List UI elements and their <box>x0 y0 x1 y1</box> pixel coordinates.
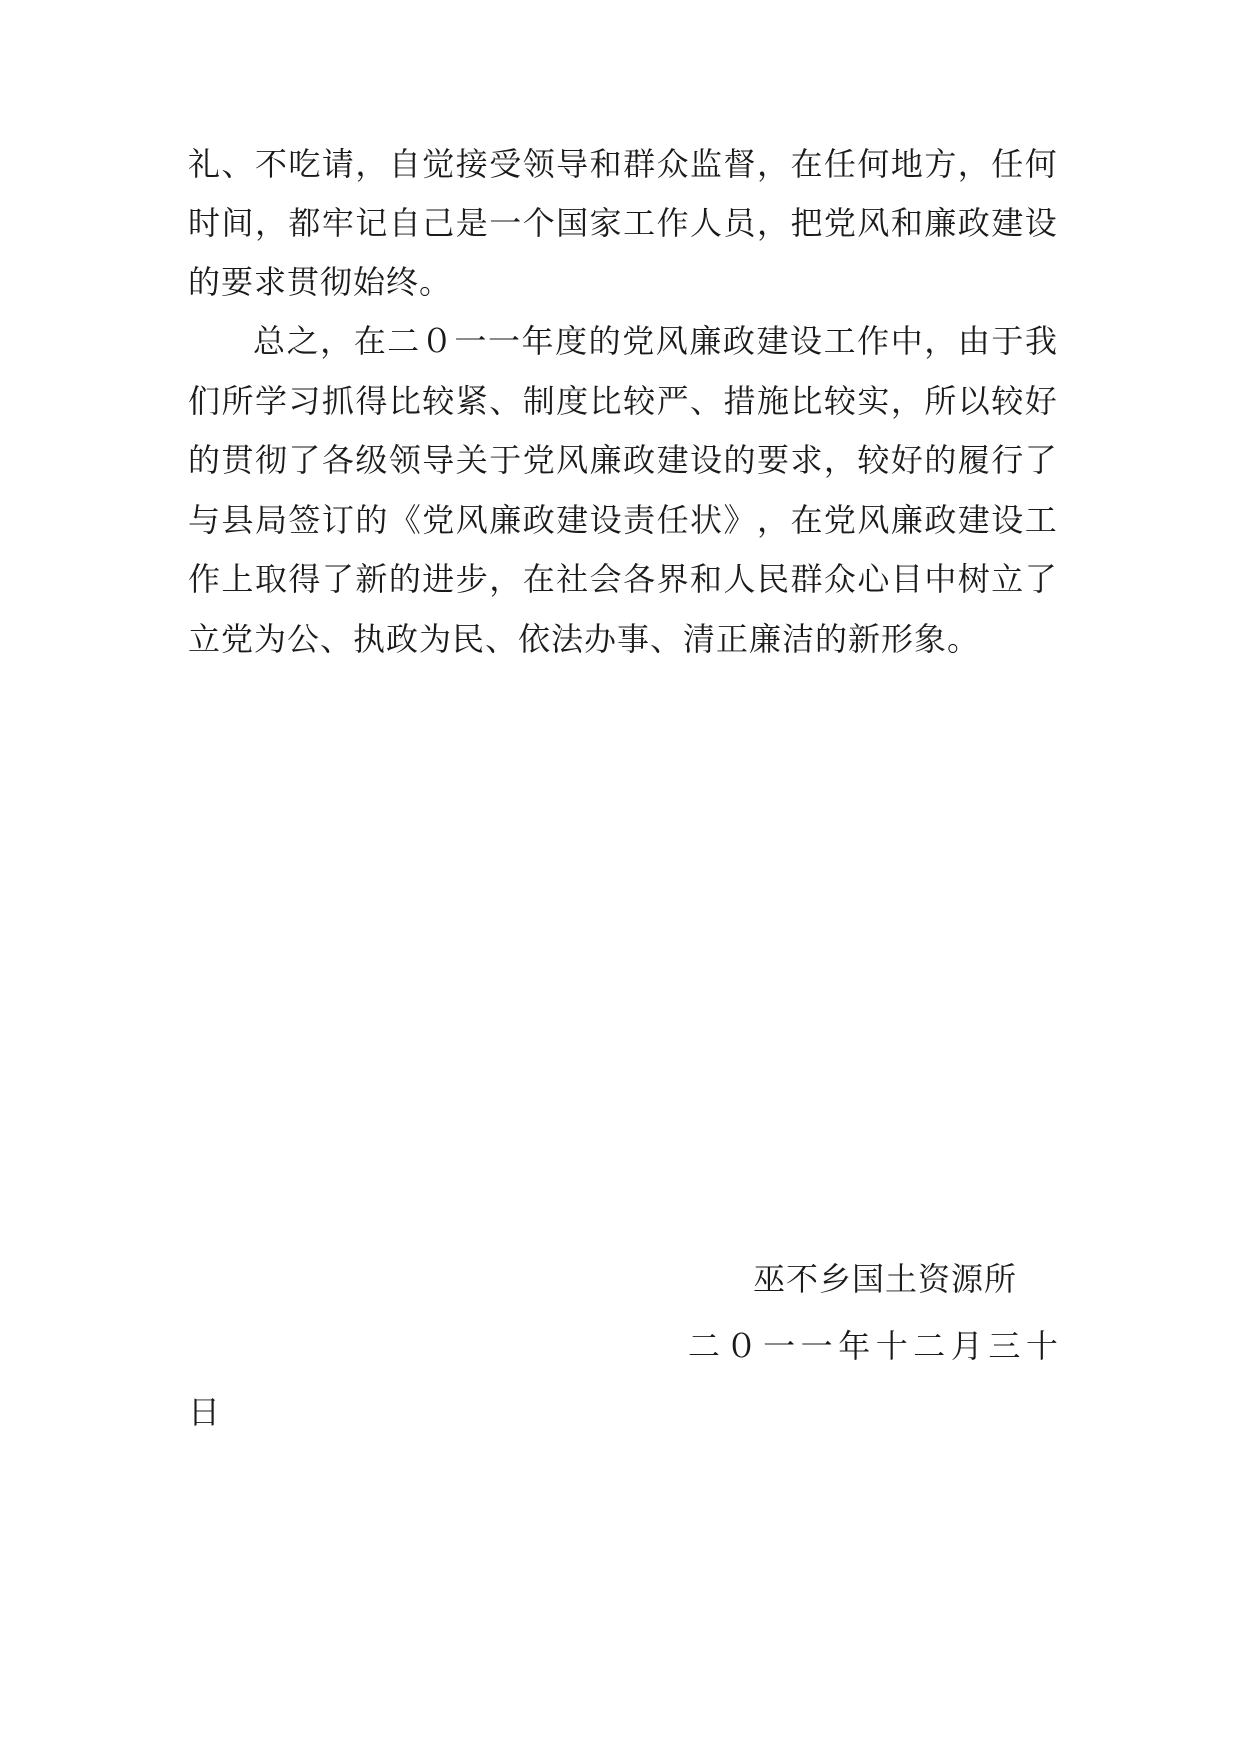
paragraph-1-line-2 <box>188 203 1058 243</box>
text-char: ， <box>355 145 389 183</box>
text-char: 彻 <box>254 441 288 479</box>
text-char: 设 <box>790 322 824 360</box>
text-char: 的 <box>188 441 222 479</box>
text-char: 进 <box>422 560 456 598</box>
text-char: 了 <box>321 560 355 598</box>
text-char: 工 <box>623 204 657 242</box>
text-char: 廉 <box>489 501 523 539</box>
text-char: 以 <box>957 382 991 420</box>
text-char: 工 <box>823 322 857 360</box>
signature-date-line-2: 日 <box>188 1393 221 1431</box>
text-char: 牢 <box>321 204 355 242</box>
text-char: 党 <box>823 501 857 539</box>
text-char: ， <box>957 145 991 183</box>
text-char: 订 <box>321 501 355 539</box>
paragraph-2-line-2 <box>188 381 1058 421</box>
text-char: 局 <box>254 501 288 539</box>
text-char: 导 <box>422 441 456 479</box>
text-char: 是 <box>455 204 489 242</box>
text-char: 好 <box>890 441 924 479</box>
signature-date-line-1 <box>688 1326 1058 1366</box>
text-char: 十 <box>1025 1327 1058 1365</box>
text-char: 履 <box>957 441 991 479</box>
text-char: 方 <box>924 145 958 183</box>
text-char: 的 <box>355 501 389 539</box>
paragraph-1-line-3: 的要求贯彻始终。 <box>188 263 453 301</box>
text-char: 任 <box>991 145 1025 183</box>
text-char: 十 <box>875 1327 908 1365</box>
text-char: 在 <box>353 322 387 360</box>
text-char: 把 <box>790 204 824 242</box>
text-char: 员 <box>723 204 757 242</box>
text-char: 领 <box>388 441 422 479</box>
text-char: 和 <box>690 560 724 598</box>
text-char: 政 <box>957 204 991 242</box>
text-char: 由 <box>957 322 991 360</box>
text-char: 比 <box>388 382 422 420</box>
text-char: 了 <box>288 441 322 479</box>
text-char: 习 <box>288 382 322 420</box>
text-char: 何 <box>857 145 891 183</box>
text-char: 施 <box>756 382 790 420</box>
text-char: 县 <box>221 501 255 539</box>
text-char: 任 <box>823 145 857 183</box>
text-char: 签 <box>288 501 322 539</box>
text-char: 制 <box>522 382 556 420</box>
text-char: 较 <box>422 382 456 420</box>
text-char: 立 <box>991 560 1025 598</box>
text-char: 党 <box>622 322 656 360</box>
text-char: 督 <box>723 145 757 183</box>
text-char: 礼 <box>188 145 222 183</box>
text-char: 总 <box>253 322 287 360</box>
text-char: 级 <box>355 441 389 479</box>
text-char: 建 <box>756 322 790 360</box>
text-char: ， <box>756 204 790 242</box>
text-char: 风 <box>556 441 590 479</box>
text-char: 廉 <box>589 441 623 479</box>
text-char: 党 <box>522 441 556 479</box>
text-char: 社 <box>556 560 590 598</box>
text-char: 、 <box>221 145 255 183</box>
text-char: 各 <box>623 560 657 598</box>
text-char: 风 <box>857 501 891 539</box>
text-char: 取 <box>254 560 288 598</box>
text-char: 设 <box>991 501 1025 539</box>
text-char: 、 <box>690 382 724 420</box>
text-char: 较 <box>857 441 891 479</box>
text-char: 关 <box>455 441 489 479</box>
paragraph-2-line-5 <box>188 559 1058 599</box>
text-char: 一 <box>454 322 488 360</box>
text-char: 的 <box>723 441 757 479</box>
text-char: 树 <box>957 560 991 598</box>
text-char: 人 <box>690 204 724 242</box>
text-char: 作 <box>857 322 891 360</box>
text-char: 家 <box>589 204 623 242</box>
text-char: 人 <box>723 560 757 598</box>
text-char: 自 <box>388 145 422 183</box>
text-char: 群 <box>623 145 657 183</box>
text-char: 党 <box>422 501 456 539</box>
text-char: 中 <box>924 560 958 598</box>
paragraph-2-line-1 <box>253 321 1058 361</box>
text-char: 上 <box>221 560 255 598</box>
text-char: 较 <box>623 382 657 420</box>
text-char: 觉 <box>422 145 456 183</box>
text-char: 好 <box>1024 382 1058 420</box>
text-char: 贯 <box>221 441 255 479</box>
text-char: 政 <box>623 441 657 479</box>
text-char: 中 <box>890 322 924 360</box>
text-char: 比 <box>790 382 824 420</box>
text-char: 措 <box>723 382 757 420</box>
text-char: 建 <box>556 501 590 539</box>
text-char: 年 <box>521 322 555 360</box>
text-char: 所 <box>221 382 255 420</box>
text-char: 国 <box>556 204 590 242</box>
text-char: 《 <box>388 501 422 539</box>
text-char: 》 <box>723 501 757 539</box>
text-char: ， <box>756 501 790 539</box>
text-char: 于 <box>991 322 1025 360</box>
text-char: 度 <box>555 322 589 360</box>
text-char: 受 <box>489 145 523 183</box>
text-char: ， <box>890 382 924 420</box>
text-char: 何 <box>1024 145 1058 183</box>
text-char: 心 <box>857 560 891 598</box>
text-char: 的 <box>924 441 958 479</box>
text-char: 严 <box>656 382 690 420</box>
text-char: ， <box>756 145 790 183</box>
text-char: 于 <box>489 441 523 479</box>
text-char: 廉 <box>890 501 924 539</box>
text-char: 导 <box>556 145 590 183</box>
text-char: 吃 <box>288 145 322 183</box>
text-char: 比 <box>589 382 623 420</box>
text-char: 都 <box>288 204 322 242</box>
text-char: 群 <box>790 560 824 598</box>
text-char: 之 <box>286 322 320 360</box>
text-char: 政 <box>924 501 958 539</box>
text-char: 任 <box>656 501 690 539</box>
text-char: 紧 <box>455 382 489 420</box>
text-char: 领 <box>522 145 556 183</box>
text-char: 了 <box>1024 560 1058 598</box>
text-char: 界 <box>656 560 690 598</box>
text-char: 请 <box>321 145 355 183</box>
text-char: 二 <box>387 322 421 360</box>
text-char: 设 <box>1024 204 1058 242</box>
paragraph-2-line-4 <box>188 500 1058 540</box>
paragraph-2-line-3 <box>188 440 1058 480</box>
text-char: 新 <box>355 560 389 598</box>
text-char: 己 <box>422 204 456 242</box>
text-char: 的 <box>388 560 422 598</box>
text-char: 和 <box>589 145 623 183</box>
text-char: 作 <box>656 204 690 242</box>
text-char: 较 <box>823 382 857 420</box>
text-char: 设 <box>690 441 724 479</box>
text-char: 较 <box>991 382 1025 420</box>
text-char: 不 <box>254 145 288 183</box>
text-char: 在 <box>790 501 824 539</box>
text-char: 行 <box>991 441 1025 479</box>
text-char: 工 <box>1024 501 1058 539</box>
text-char: 接 <box>455 145 489 183</box>
text-char: 设 <box>589 501 623 539</box>
text-char: 在 <box>522 560 556 598</box>
text-char: 会 <box>589 560 623 598</box>
text-char: 自 <box>388 204 422 242</box>
text-char: 步 <box>455 560 489 598</box>
text-char: 廉 <box>689 322 723 360</box>
text-char: 党 <box>823 204 857 242</box>
text-char: ， <box>924 322 958 360</box>
text-char: 与 <box>188 501 222 539</box>
text-char: ， <box>254 204 288 242</box>
text-char: 政 <box>522 501 556 539</box>
text-char: 、 <box>489 382 523 420</box>
text-char: 个 <box>522 204 556 242</box>
text-char: 监 <box>690 145 724 183</box>
text-char: 所 <box>924 382 958 420</box>
text-char: 我 <box>1024 322 1058 360</box>
text-char: ， <box>489 560 523 598</box>
text-char: 风 <box>655 322 689 360</box>
text-char: 了 <box>1024 441 1058 479</box>
paragraph-2-line-6: 立党为公、执政为民、依法办事、清正廉洁的新形象。 <box>188 620 981 658</box>
text-char: 各 <box>321 441 355 479</box>
text-char: 学 <box>254 382 288 420</box>
text-char: 一 <box>800 1327 833 1365</box>
text-char: 地 <box>890 145 924 183</box>
text-char: 建 <box>957 501 991 539</box>
text-char: 建 <box>991 204 1025 242</box>
text-char: 目 <box>890 560 924 598</box>
paragraph-1-line-1 <box>188 144 1058 184</box>
text-char: 抓 <box>321 382 355 420</box>
text-char: ０ <box>420 322 454 360</box>
text-char: 实 <box>857 382 891 420</box>
text-char: 政 <box>722 322 756 360</box>
text-char: 求 <box>790 441 824 479</box>
text-char: 一 <box>487 322 521 360</box>
text-char: 记 <box>355 204 389 242</box>
text-char: 廉 <box>924 204 958 242</box>
text-char: ， <box>320 322 354 360</box>
text-char: 建 <box>656 441 690 479</box>
signature-organization: 巫不乡国土资源所 <box>753 1260 1018 1298</box>
text-char: ０ <box>725 1327 758 1365</box>
text-char: 时 <box>188 204 222 242</box>
text-char: 得 <box>288 560 322 598</box>
text-char: 民 <box>756 560 790 598</box>
text-char: 责 <box>623 501 657 539</box>
text-char: 风 <box>857 204 891 242</box>
text-char: 的 <box>588 322 622 360</box>
text-char: 在 <box>790 145 824 183</box>
text-char: 作 <box>188 560 222 598</box>
text-char: 一 <box>489 204 523 242</box>
text-char: 和 <box>890 204 924 242</box>
text-char: 度 <box>556 382 590 420</box>
text-char: 二 <box>913 1327 946 1365</box>
text-char: 风 <box>455 501 489 539</box>
text-char: 得 <box>355 382 389 420</box>
text-char: 一 <box>763 1327 796 1365</box>
text-char: 们 <box>188 382 222 420</box>
text-char: 状 <box>690 501 724 539</box>
text-char: 众 <box>656 145 690 183</box>
text-char: 月 <box>950 1327 983 1365</box>
text-char: 二 <box>688 1327 721 1365</box>
text-char: 年 <box>838 1327 871 1365</box>
text-char: ， <box>823 441 857 479</box>
text-char: 要 <box>756 441 790 479</box>
text-char: 众 <box>823 560 857 598</box>
text-char: 间 <box>221 204 255 242</box>
text-char: 三 <box>988 1327 1021 1365</box>
